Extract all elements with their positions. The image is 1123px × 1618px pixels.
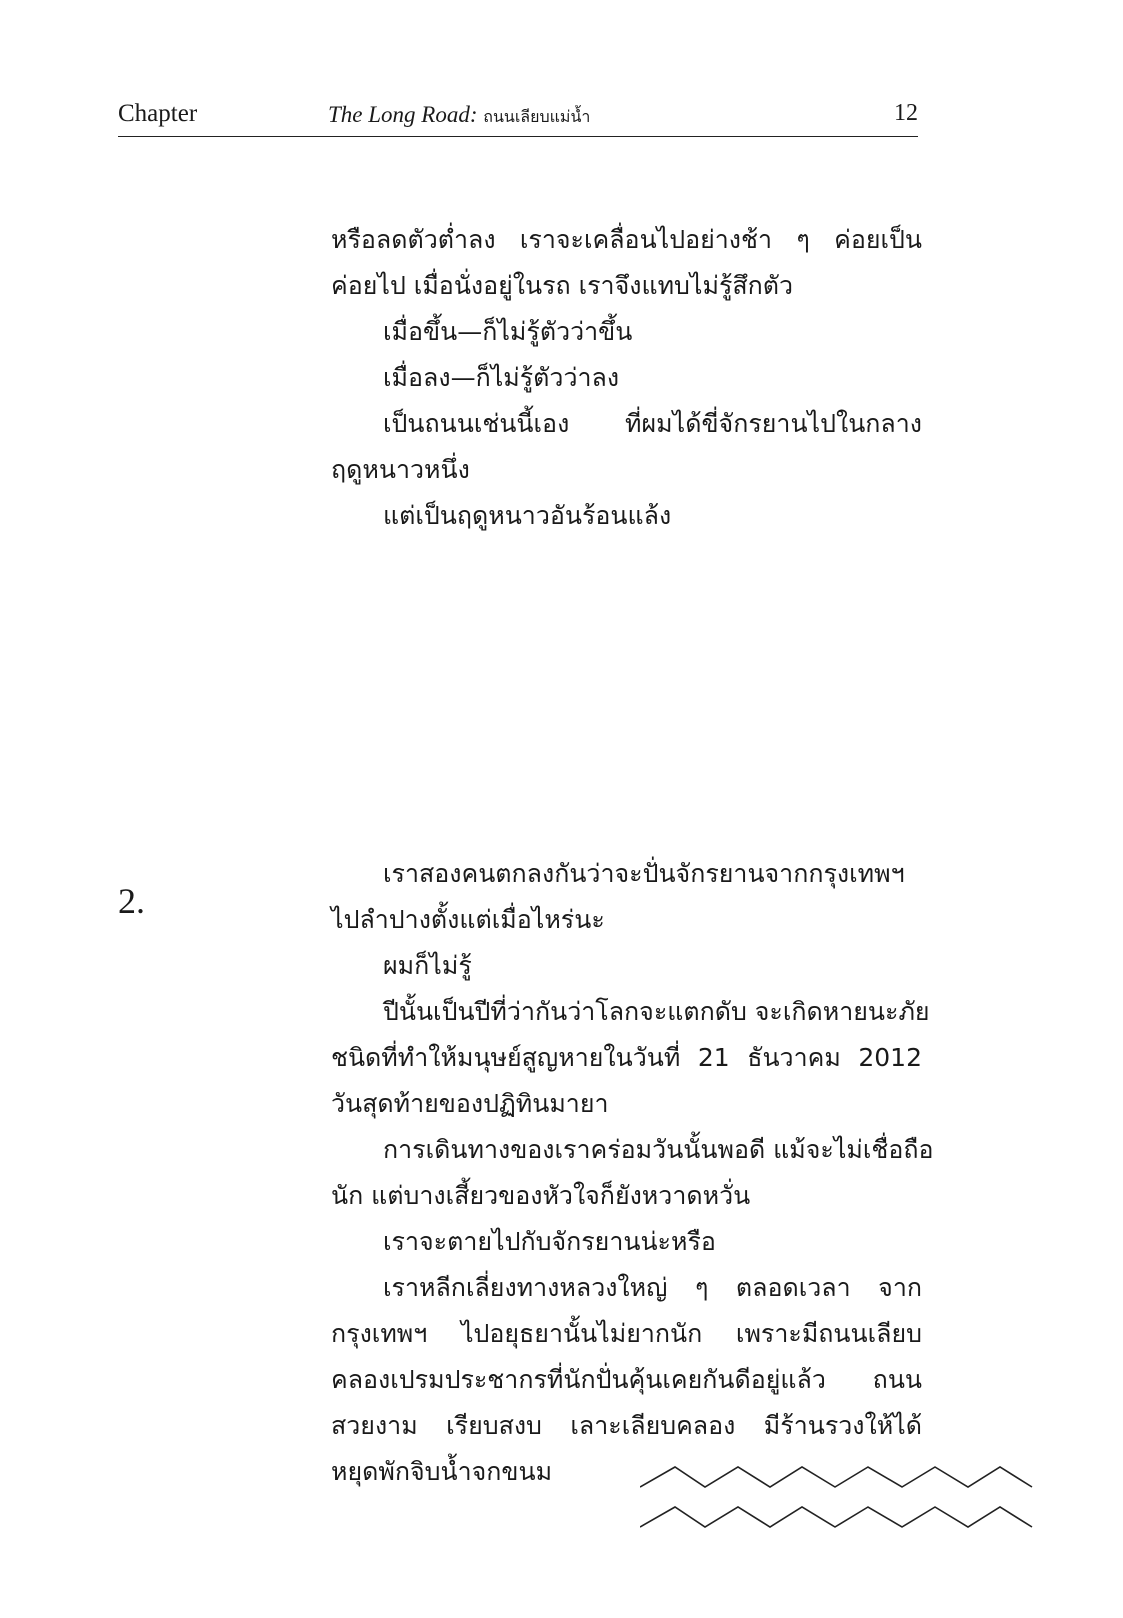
running-title-english: The Long Road: [328,102,478,127]
paragraph-line: นัก แต่บางเสี้ยวของหัวใจก็ยังหวาดหวั่น [331,1181,751,1210]
paragraph-line: ผมก็ไม่รู้ [383,951,472,980]
paragraph-line: เป็นถนนเช่นนี้เอง ที่ผมได้ขี่จักรยานไปในกลาง [383,409,922,438]
running-title-thai: ถนนเลียบแม่น้ำ [483,107,591,126]
paragraph-line: การเดินทางของเราคร่อมวันนั้นพอดี แม้จะไม่เชื่อถือ [383,1135,934,1164]
page-number: 12 [894,100,918,126]
paragraph-line: เราหลีกเลี่ยงทางหลวงใหญ่ ๆ ตลอดเวลา จาก [383,1273,922,1302]
paragraph-line: วันสุดท้ายของปฏิทินมายา [331,1089,609,1118]
paragraph-line: กรุงเทพฯ ไปอยุธยานั้นไม่ยากนัก เพราะมีถนนเลียบ [331,1319,922,1348]
paragraph-line: ค่อยไป เมื่อนั่งอยู่ในรถ เราจึงแทบไม่รู้สึกตัว [331,271,794,300]
header-rule [118,136,918,137]
paragraph-line: ปีนั้นเป็นปีที่ว่ากันว่าโลกจะแตกดับ จะเกิดหายนะภัย [383,997,930,1026]
paragraph-line: หรือลดตัวต่ำลง เราจะเคลื่อนไปอย่างช้า ๆ ค่อยเป็น [331,225,922,254]
zigzag-line-bottom [640,1507,1032,1527]
paragraph-line: แต่เป็นฤดูหนาวอันร้อนแล้ง [383,501,672,530]
paragraph-line: คลองเปรมประชากรที่นักปั่นคุ้นเคยกันดีอยู่แล้ว ถนน [331,1365,922,1394]
paragraph-line: ฤดูหนาวหนึ่ง [331,455,470,484]
running-header [118,96,918,136]
paragraph-line: เราสองคนตกลงกันว่าจะปั่นจักรยานจากกรุงเทพฯ [383,859,905,888]
section-number: 2. [118,881,145,921]
paragraph-line: ไปลำปางตั้งแต่เมื่อไหร่นะ [331,905,605,934]
chapter-label: Chapter [118,100,198,127]
paragraph-line: หยุดพักจิบน้ำจกขนม [331,1457,553,1486]
zigzag-ornament [640,1455,1040,1550]
paragraph-line: เราจะตายไปกับจักรยานน่ะหรือ [383,1227,716,1256]
paragraph-line: ชนิดที่ทำให้มนุษย์สูญหายในวันที่ 21 ธันวาคม 2012 [331,1043,922,1072]
zigzag-line-top [640,1467,1032,1487]
paragraph-line: สวยงาม เรียบสงบ เลาะเลียบคลอง มีร้านรวงให้ได้ [331,1411,922,1440]
paragraph-line: เมื่อลง—ก็ไม่รู้ตัวว่าลง [383,363,620,392]
running-title [328,102,590,130]
paragraph-line: เมื่อขึ้น—ก็ไม่รู้ตัวว่าขึ้น [383,317,633,346]
